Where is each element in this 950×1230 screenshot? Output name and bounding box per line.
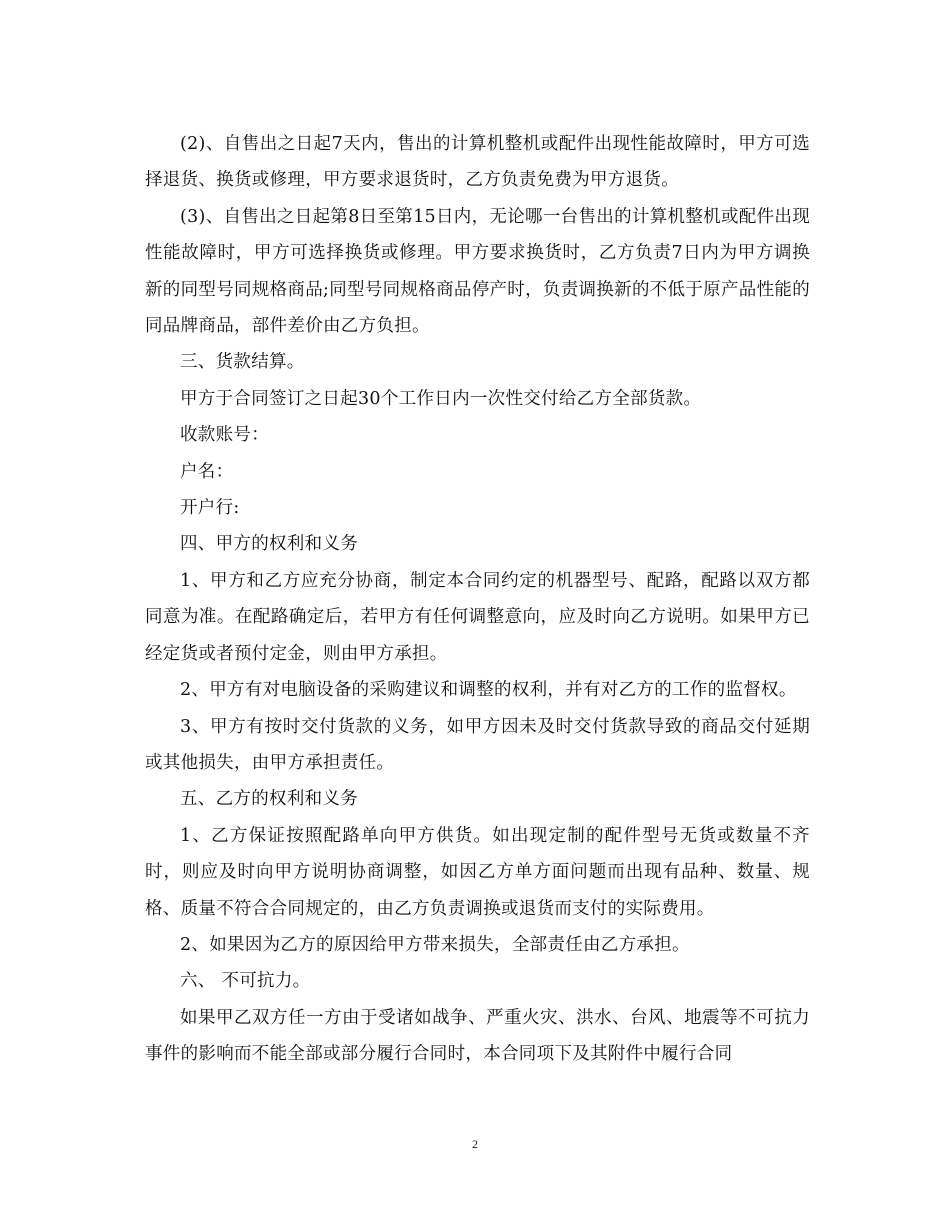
section-heading-party-a-rights: 四、甲方的权利和义务 bbox=[180, 534, 358, 555]
paragraph-party-b-item-1: 1、乙方保证按照配路单向甲方供货。如出现定制的配件型号无货或数量不齐时，则应及时向甲方说明协商调整，如因乙方单方面问题而出现有品种、数量、规格、质量不符合合同规定的，由乙方负责调换或退货而支付的实际费用。 bbox=[145, 825, 810, 919]
paragraph-exchange-day-8-to-15: (3)、自售出之日起第8日至第15日内，无论哪一台售出的计算机整机或配件出现性能故障时，甲方可选择换货或修理。甲方要求换货时，乙方负责7日内为甲方调换新的同型号同规格商品;同型号同规格商品停产时，负责调换新的不低于原产品性能的同品牌商品，部件差价由乙方负担。 bbox=[145, 206, 810, 337]
paragraph-return-within-7-days: (2)、自售出之日起7天内，售出的计算机整机或配件出现性能故障时，甲方可选择退货、换货或修理，甲方要求退货时，乙方负责免费为甲方退货。 bbox=[145, 134, 810, 191]
paragraph-payment-terms: 甲方于合同签订之日起30个工作日内一次性交付给乙方全部货款。 bbox=[180, 388, 702, 409]
paragraph-party-a-item-1: 1、甲方和乙方应充分协商，制定本合同约定的机器型号、配路，配路以双方都同意为准。在配路确定后，若甲方有任何调整意向，应及时向乙方说明。如果甲方已经定货或者预付定金，则由甲方承担。 bbox=[145, 570, 810, 664]
field-bank: 开户行: bbox=[180, 498, 240, 519]
paragraph-force-majeure: 如果甲乙双方任一方由于受诸如战争、严重火灾、洪水、台风、地震等不可抗力事件的影响而不能全部或部分履行合同时，本合同项下及其附件中履行合同 bbox=[145, 1007, 810, 1065]
document-body bbox=[145, 126, 810, 1073]
section-heading-payment: 三、货款结算。 bbox=[180, 352, 305, 373]
field-account-number: 收款账号： bbox=[180, 425, 269, 446]
paragraph-party-a-item-3: 3、甲方有按时交付货款的义务，如甲方因未及时交付货款导致的商品交付延期或其他损失，由甲方承担责任。 bbox=[145, 716, 810, 773]
page-number: 2 bbox=[472, 1137, 478, 1151]
paragraph-party-b-item-2: 2、如果因为乙方的原因给甲方带来损失，全部责任由乙方承担。 bbox=[180, 934, 690, 955]
paragraph-party-a-item-2: 2、甲方有对电脑设备的采购建议和调整的权利，并有对乙方的工作的监督权。 bbox=[180, 680, 797, 701]
section-heading-force-majeure: 六、 不可抗力。 bbox=[180, 971, 311, 992]
field-account-name: 户名： bbox=[180, 461, 234, 482]
section-heading-party-b-rights: 五、乙方的权利和义务 bbox=[180, 789, 358, 810]
